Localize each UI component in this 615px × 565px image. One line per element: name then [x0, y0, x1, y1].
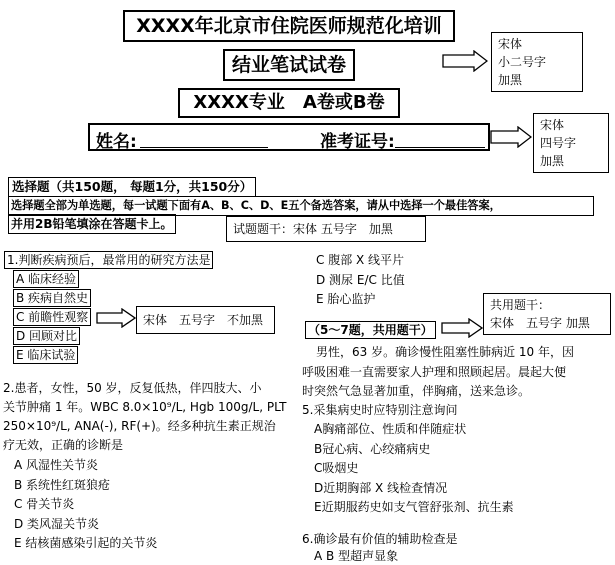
question-1-stem: 1.判断疾病预后，最常用的研究方法是 — [4, 251, 213, 269]
question-2-options — [14, 456, 157, 554]
instruction-line-2: 选择题全部为单选题，每一试题下面有A、B、C、D、E五个备选答案，请从中选择一个最佳答案， — [8, 196, 594, 216]
exam-no-blank — [395, 147, 485, 148]
name-font-note: 宋体 四号字 加黑 — [533, 113, 609, 173]
option-b: B 疾病自然史 — [13, 289, 91, 307]
arrow-right-icon — [96, 308, 136, 328]
question-1-tail-options — [316, 251, 405, 310]
stem-font-note: 试题题干：宋体 五号字 加黑 — [226, 216, 426, 242]
option-b: B 系统性红斑狼疮 — [14, 477, 111, 492]
option-font-note: 宋体 五号字 不加黑 — [136, 306, 275, 334]
question-1-options — [13, 270, 91, 365]
case-description: 男性，63 岁。确诊慢性阻塞性肺病近 10 年，因 呼吸困难一直需要家人护理和照顾起居。晨起大便 时突然气急显著加重，伴胸痛，送来急诊。 — [302, 345, 574, 398]
instruction-line-3: 并用2B铅笔填涂在答题卡上。 — [8, 214, 176, 234]
option-d: D 回顾对比 — [13, 327, 80, 345]
arrow-right-icon — [441, 318, 483, 338]
option-a: A 风湿性关节炎 — [14, 458, 99, 472]
option-d: D 类风湿关节炎 — [14, 516, 100, 531]
option-e: E 胎心监护 — [316, 292, 376, 306]
option-e: E近期服药史如支气管舒张剂、抗生素 — [314, 500, 514, 514]
question-2-stem: 2.患者，女性，50 岁，反复低热，伴四肢大、小 关节肿痛 1 年。WBC 8.0×10⁹/L, Hgb 100g/L, PLT 250×10⁹/L, ANA(-), RF(+)。经多种抗生素正规治 疗无效，正确的诊断是 — [3, 381, 287, 452]
option-c: C 前瞻性观察 — [13, 308, 91, 326]
option-c: C吸烟史 — [314, 461, 359, 475]
option-e: E 结核菌感染引起的关节炎 — [14, 536, 158, 550]
instruction-line-1: 选择题（共150题， 每题1分，共150分） — [8, 177, 256, 197]
option-c: C 骨关节炎 — [14, 497, 75, 511]
name-blank — [140, 147, 268, 148]
option-a: A B 型超声显象 — [314, 549, 399, 563]
option-d: D 测尿 E/C 比值 — [316, 272, 405, 287]
option-b: B冠心病、心绞痛病史 — [314, 441, 431, 456]
title-line-1: XXXX年北京市住院医师规范化培训 — [123, 10, 455, 42]
option-d: D近期胸部 X 线检查情况 — [314, 480, 448, 495]
title-line-3: XXXX专业 A卷或B卷 — [178, 88, 400, 118]
option-c: C 腹部 X 线平片 — [316, 253, 405, 267]
question-6-options — [314, 548, 398, 564]
name-label: 姓名: — [96, 132, 137, 152]
option-a: A胸痛部位、性质和伴随症状 — [314, 422, 467, 436]
option-e: E 临床试验 — [13, 346, 78, 364]
title-font-note: 宋体 小二号字 加黑 — [491, 32, 583, 92]
title-line-2: 结业笔试试卷 — [223, 49, 355, 81]
arrow-right-icon — [490, 126, 532, 148]
shared-stem-header: （5～7题，共用题干） — [305, 321, 436, 339]
shared-stem-note: 共用题干： 宋体 五号字 加黑 — [483, 293, 611, 335]
arrow-right-icon — [442, 50, 488, 72]
question-6-stem: 6.确诊最有价值的辅助检查是 — [302, 532, 458, 546]
question-5-stem: 5.采集病史时应特别注意询问 — [302, 403, 458, 417]
option-a: A 临床经验 — [13, 270, 79, 288]
name-exam-row — [88, 123, 490, 151]
exam-no-label: 准考证号: — [320, 132, 395, 152]
question-5-options — [314, 420, 514, 518]
